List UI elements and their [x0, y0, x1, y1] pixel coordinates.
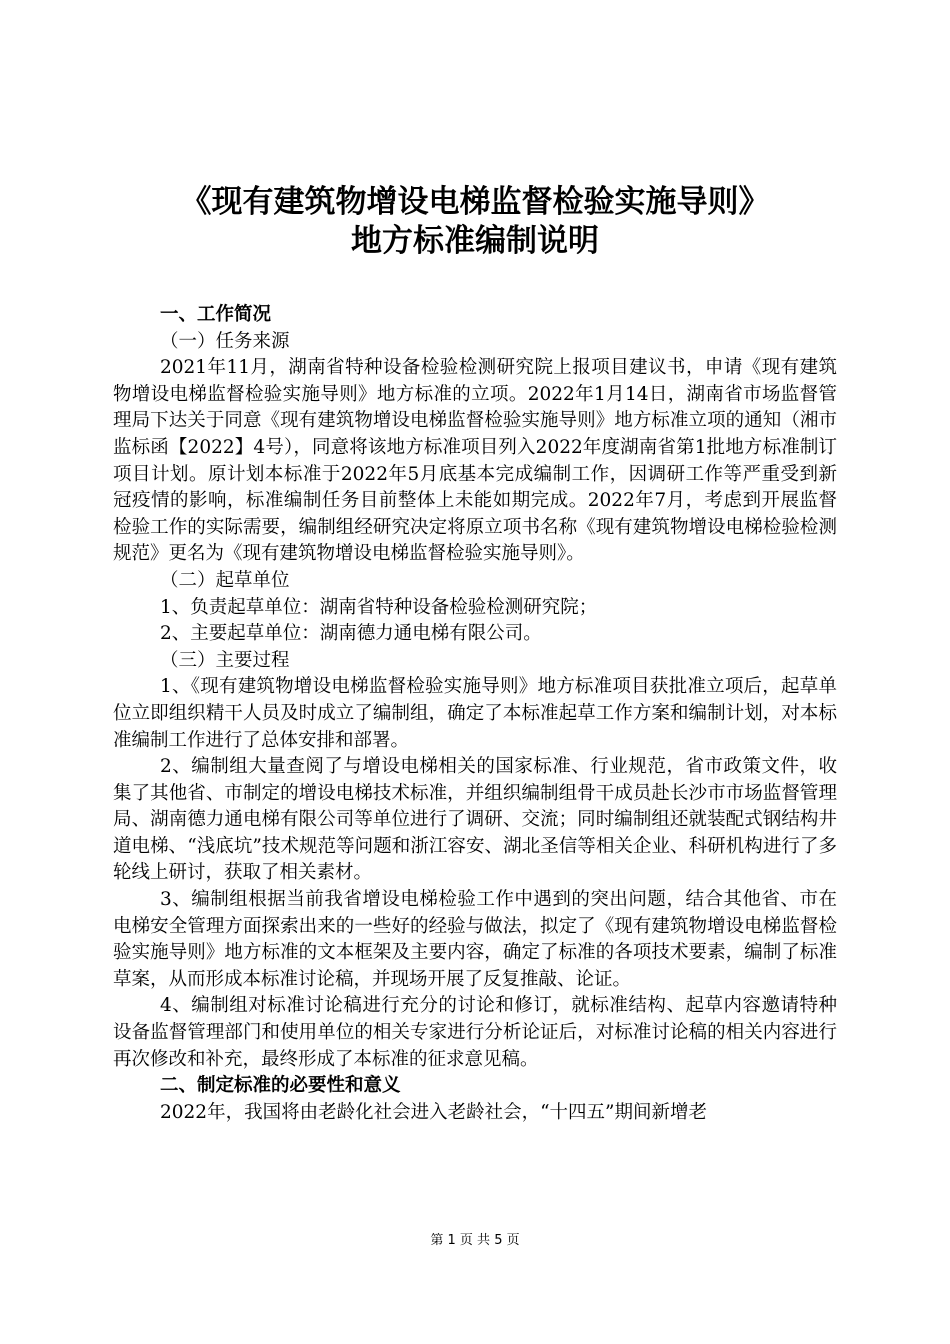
document-title-line-1: 《现有建筑物增设电梯监督检验实施导则》 [180, 184, 770, 220]
document-title-line-2: 地方标准编制说明 [351, 223, 599, 259]
paragraph-drafting-unit-1: 1、负责起草单位：湖南省特种设备检验检测研究院； [160, 596, 598, 618]
paragraph-process-2: 2、编制组大量查阅了与增设电梯相关的国家标准、行业规范，省市政策文件，收集了其他省、市制定的增设电梯技术标准，并组织编制组骨干成员赴长沙市市场监督管理局、湖南德力通电梯有限公司等单位进行了调研、交流；同时编制组还就装配式钢结构井道电梯、“浅底坑”技术规范等问题和浙江容安、湖北圣信等相关企业、科研机构进行了多轮线上研讨，获取了相关素材。 [113, 756, 837, 884]
subsection-heading-main-process: （三）主要过程 [160, 649, 290, 671]
document-body [113, 302, 837, 1126]
subsection-heading-task-source: （一）任务来源 [160, 330, 290, 352]
paragraph-necessity-1: 2022年，我国将由老龄化社会进入老龄社会，“十四五”期间新增老 [160, 1101, 707, 1123]
paragraph-process-4: 4、编制组对标准讨论稿进行充分的讨论和修订，就标准结构、起草内容邀请特种设备监督管理部门和使用单位的相关专家进行分析论证后，对标准讨论稿的相关内容进行再次修改和补充，最终形成了本标准的征求意见稿。 [113, 995, 837, 1070]
paragraph-process-1: 1、《现有建筑物增设电梯监督检验实施导则》地方标准项目获批准立项后，起草单位立即组织精干人员及时成立了编制组，确定了本标准起草工作方案和编制计划，对本标准编制工作进行了总体安排和部署。 [113, 676, 837, 751]
subsection-heading-drafting-units: （二）起草单位 [160, 569, 290, 591]
page-footer: 第 1 页 共 5 页 [430, 1233, 520, 1248]
paragraph-task-source: 2021年11月，湖南省特种设备检验检测研究院上报项目建议书，申请《现有建筑物增设电梯监督检验实施导则》地方标准的立项。2022年1月14日，湖南省市场监督管理局下达关于同意《现有建筑物增设电梯监督检验实施导则》地方标准立项的通知（湘市监标函【2022】4号），同意将该地方标准项目列入2022年度湖南省第1批地方标准制订项目计划。原计划本标准于2022年5月底基本完成编制工作，因调研工作等严重受到新冠疫情的影响，标准编制任务目前整体上未能如期完成。2022年7月，考虑到开展监督检验工作的实际需要，编制组经研究决定将原立项书名称《现有建筑物增设电梯检验检测规范》更名为《现有建筑物增设电梯监督检验实施导则》。 [113, 357, 837, 565]
section-heading-2: 二、制定标准的必要性和意义 [160, 1075, 401, 1097]
section-heading-1: 一、工作简况 [160, 304, 272, 325]
paragraph-drafting-unit-2: 2、主要起草单位：湖南德力通电梯有限公司。 [160, 623, 542, 645]
paragraph-process-3: 3、编制组根据当前我省增设电梯检验工作中遇到的突出问题，结合其他省、市在电梯安全管理方面探索出来的一些好的经验与做法，拟定了《现有建筑物增设电梯监督检验实施导则》地方标准的文本框架及主要内容，确定了标准的各项技术要素，编制了标准草案，从而形成本标准讨论稿，并现场开展了反复推敲、论证。 [113, 889, 837, 990]
